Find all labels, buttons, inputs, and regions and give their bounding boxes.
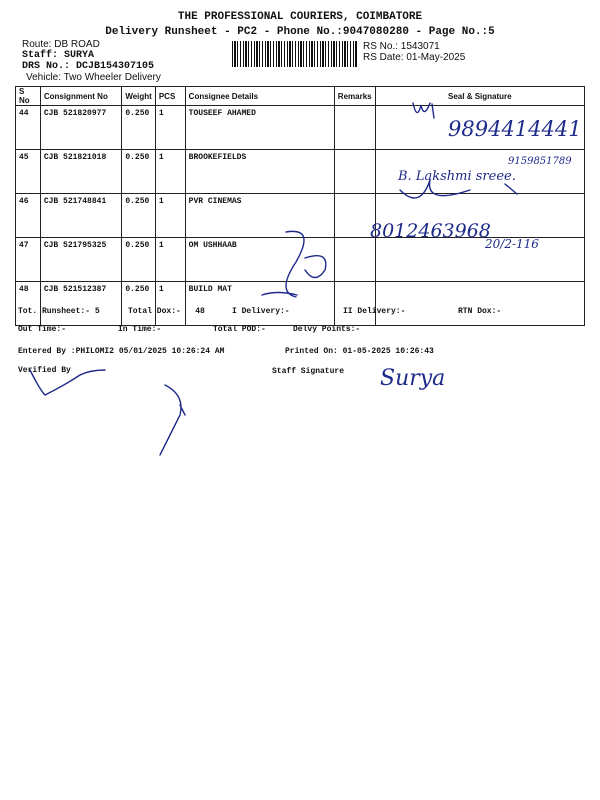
- cell-sno: 44: [16, 106, 41, 150]
- row47-date: 20/2-116: [485, 237, 539, 251]
- staff-signature-mark: Surya: [380, 366, 446, 391]
- staff-label: Staff: SURYA: [22, 50, 95, 61]
- cell-consignment: CJB 521748841: [40, 194, 121, 238]
- row44-phone: 9894414441: [448, 117, 582, 141]
- row45-name: B. Lakshmi sreee.: [398, 169, 516, 184]
- cell-pcs: 1: [155, 194, 185, 238]
- cell-weight: 0.250: [122, 238, 156, 282]
- delvy-points: Delvy Points:-: [293, 325, 361, 334]
- cell-sno: 48: [16, 282, 41, 326]
- company-title: THE PROFESSIONAL COURIERS, COIMBATORE: [177, 11, 423, 23]
- verified-signature: [30, 370, 185, 455]
- col-weight: Weight: [122, 87, 156, 106]
- cell-sno: 45: [16, 150, 41, 194]
- cell-consignee: PVR CINEMAS: [185, 194, 334, 238]
- col-sno: S No: [16, 87, 41, 106]
- rtn-dox: RTN Dox:-: [458, 307, 502, 316]
- in-time: In Time:-: [118, 325, 162, 334]
- runsheet-subtitle: Delivery Runsheet - PC2 - Phone No.:9047080280 - Page No.:5: [105, 26, 495, 38]
- total-pod: Total POD:-: [213, 325, 266, 334]
- col-pcs: PCS: [155, 87, 185, 106]
- tot-runsheet: Tot. Runsheet:- 5: [18, 307, 100, 316]
- cell-weight: 0.250: [122, 194, 156, 238]
- rs-number: RS No.: 1543071: [363, 41, 440, 52]
- vehicle-label: Vehicle: Two Wheeler Delivery: [26, 72, 161, 83]
- cell-weight: 0.250: [122, 106, 156, 150]
- drs-number: DRS No.: DCJB154307105: [22, 61, 155, 72]
- cell-weight: 0.250: [122, 150, 156, 194]
- cell-pcs: 1: [155, 106, 185, 150]
- cell-weight: 0.250: [122, 282, 156, 326]
- total-dox: Total Dox:- 48: [128, 307, 205, 316]
- col-remarks: Remarks: [334, 87, 375, 106]
- cell-consignee: BROOKEFIELDS: [185, 150, 334, 194]
- rs-date: RS Date: 01-May-2025: [363, 52, 466, 63]
- cell-pcs: 1: [155, 150, 185, 194]
- cell-consignment: CJB 521795325: [40, 238, 121, 282]
- entered-by: Entered By :PHILOMI2 05/01/2025 10:26:24 AM: [18, 347, 225, 356]
- cell-sno: 47: [16, 238, 41, 282]
- cell-consignee: BUILD MAT: [185, 282, 334, 326]
- cell-consignment: CJB 521512387: [40, 282, 121, 326]
- row47-phone: 8012463968: [370, 220, 491, 242]
- cell-sno: 46: [16, 194, 41, 238]
- row48-signature: [262, 231, 326, 297]
- cell-consignee: OM USHHAAB: [185, 238, 334, 282]
- row45-phone: 9159851789: [508, 156, 572, 167]
- i-delivery: I Delivery:-: [232, 307, 290, 316]
- col-consignee: Consignee Details: [185, 87, 334, 106]
- col-consignment: Consignment No: [40, 87, 121, 106]
- cell-pcs: 1: [155, 282, 185, 326]
- printed-on: Printed On: 01-05-2025 10:26:43: [285, 347, 434, 356]
- cell-pcs: 1: [155, 238, 185, 282]
- route-label: Route: DB ROAD: [22, 39, 100, 50]
- row44-scribble: [413, 103, 434, 118]
- col-seal-signature: Seal & Signature: [375, 87, 584, 106]
- out-time: Out Time:-: [18, 325, 67, 334]
- cell-consignee: TOUSEEF AHAMED: [185, 106, 334, 150]
- cell-consignment: CJB 521821018: [40, 150, 121, 194]
- staff-signature-label: Staff Signature: [272, 367, 345, 376]
- cell-consignment: CJB 521820977: [40, 106, 121, 150]
- verified-by: Verified By: [18, 366, 71, 375]
- ii-delivery: II Delivery:-: [343, 307, 406, 316]
